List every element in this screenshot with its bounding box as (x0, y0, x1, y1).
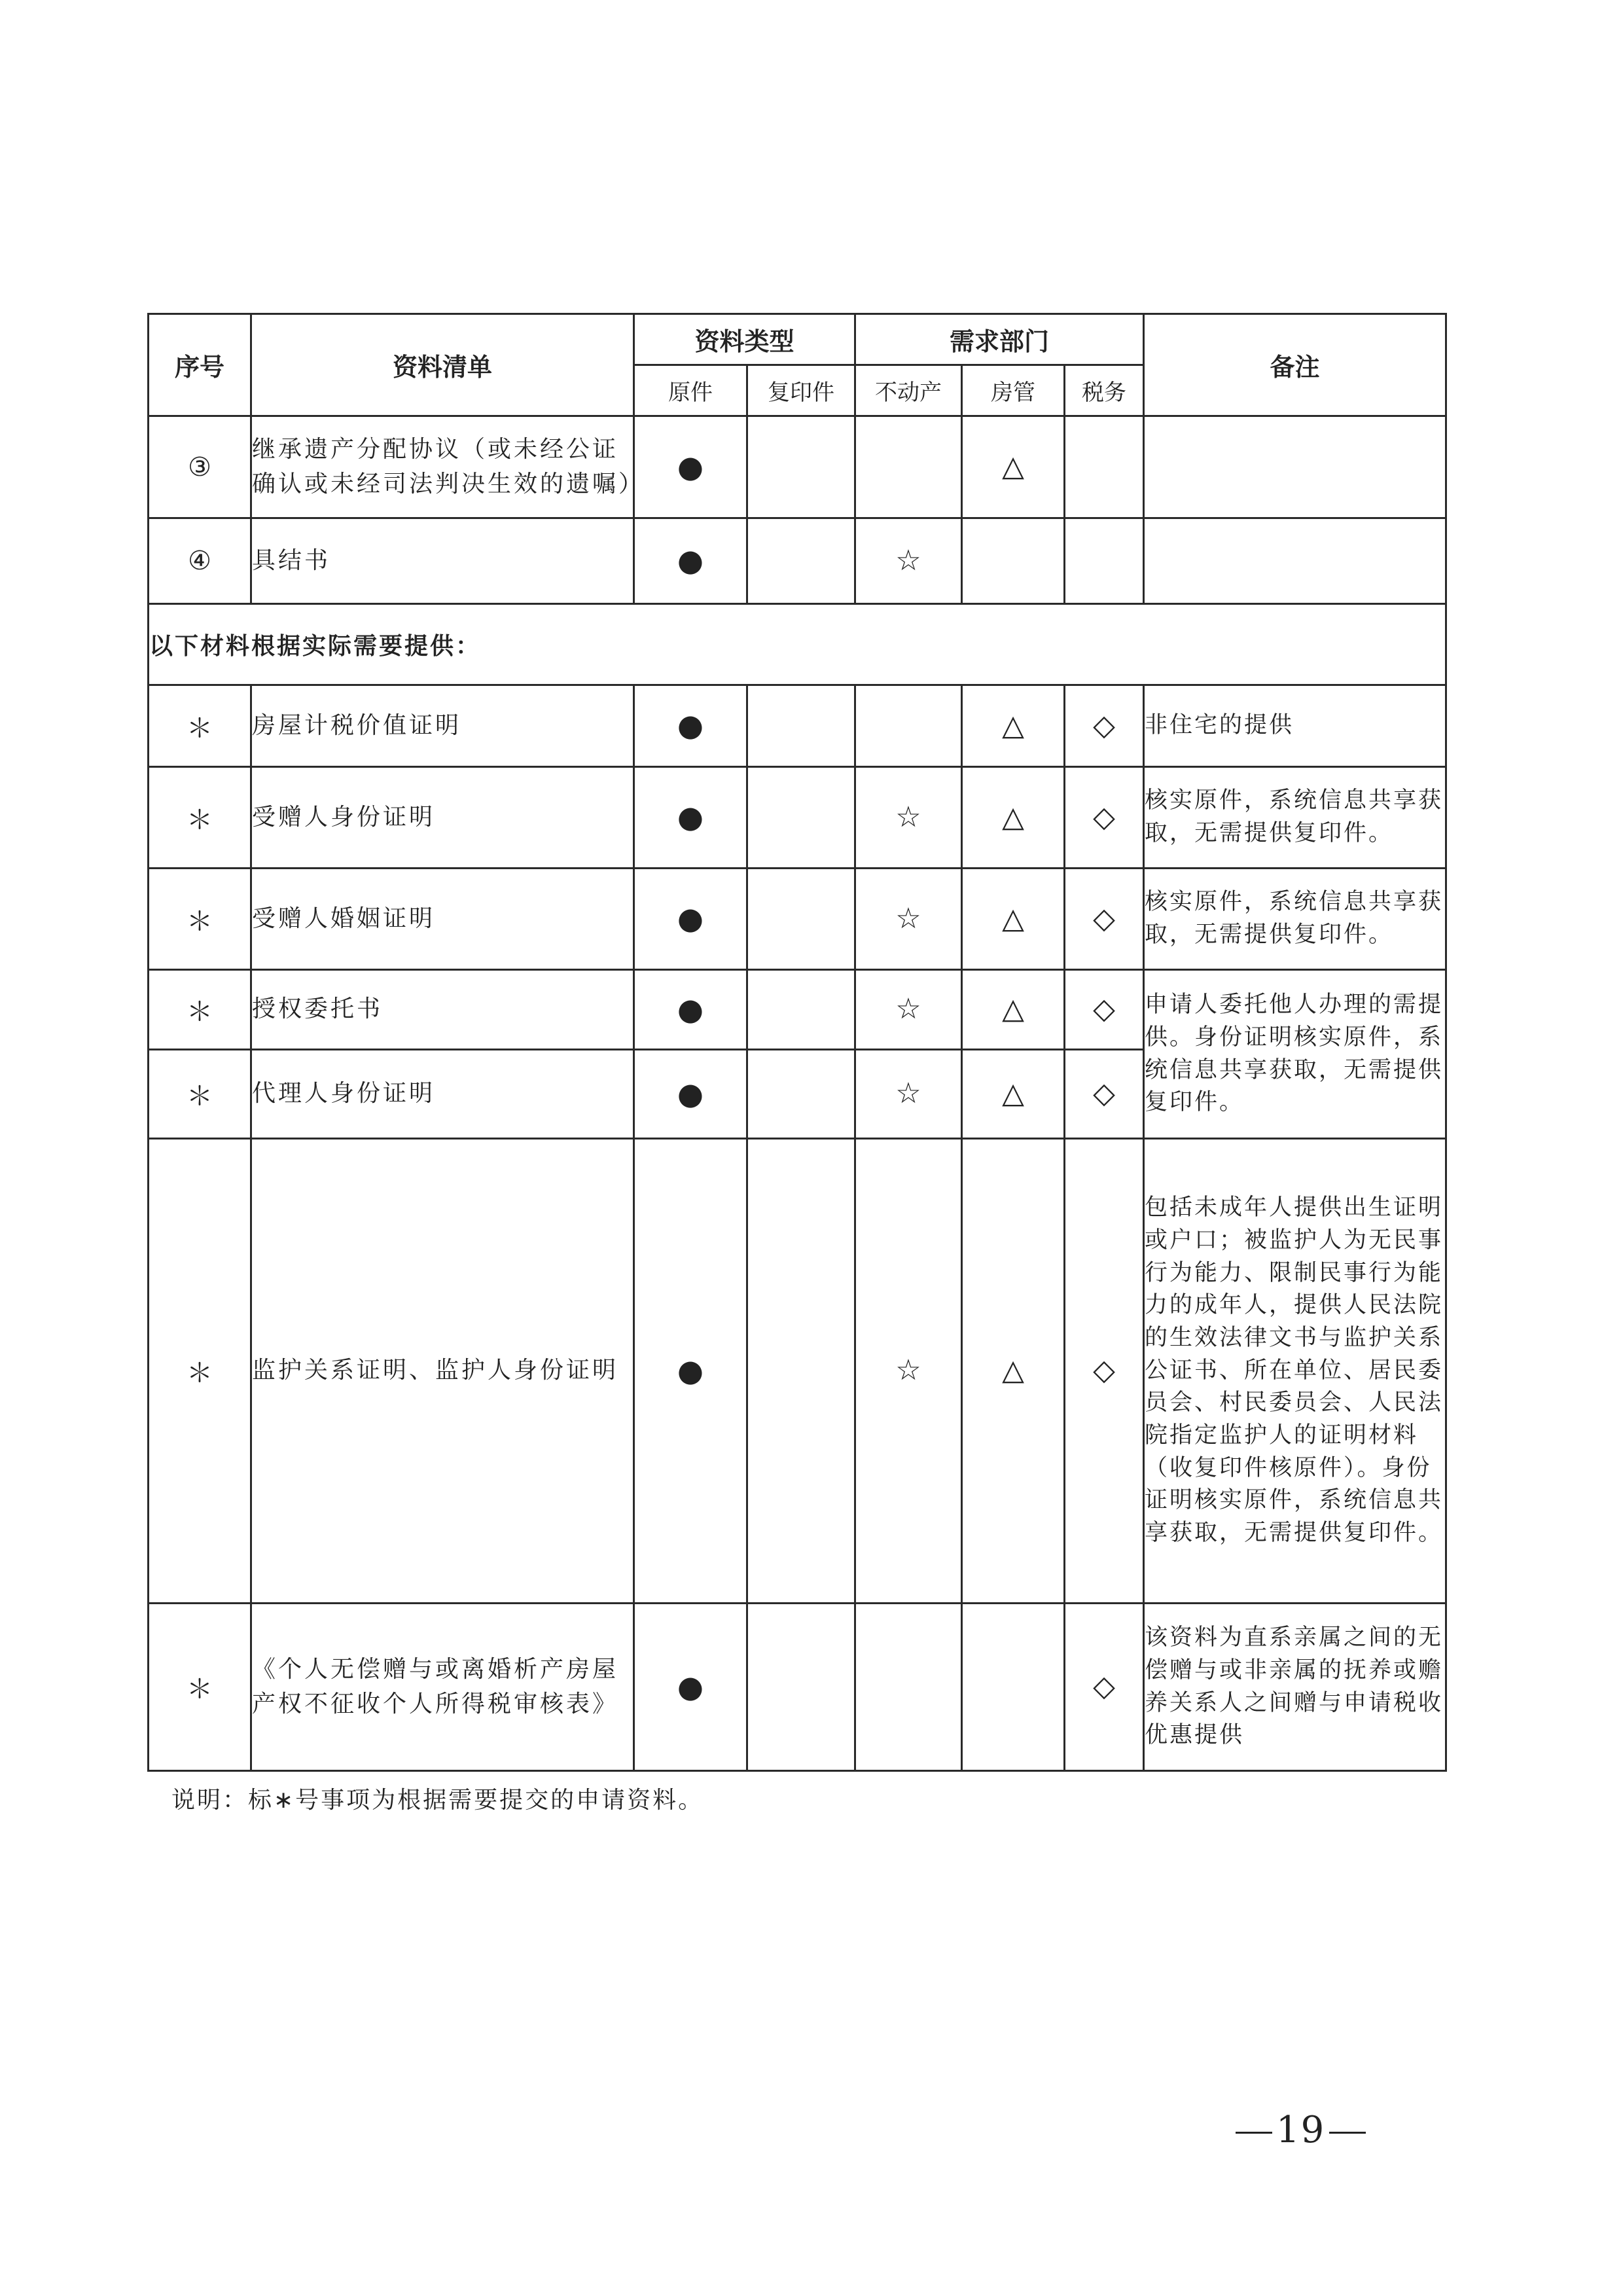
filled-circle-icon: ● (677, 799, 704, 834)
row-name: 受赠人身份证明 (251, 767, 634, 869)
row-seq: ＊ (149, 1050, 251, 1139)
diamond-icon: ◇ (1093, 1670, 1115, 1703)
header-housing: 房管 (962, 365, 1065, 416)
table-row (149, 518, 1446, 604)
row-name: 《个人无偿赠与或离婚析产房屋产权不征收个人所得税审核表》 (251, 1604, 634, 1771)
row-seq: ＊ (149, 685, 251, 767)
row-note: 核实原件，系统信息共享获取，无需提供复印件。 (1144, 767, 1446, 869)
header-original: 原件 (634, 365, 747, 416)
filled-circle-icon: ● (677, 1668, 704, 1704)
row-seq: ④ (149, 518, 251, 604)
triangle-icon: △ (1002, 800, 1024, 834)
filled-circle-icon: ● (677, 901, 704, 936)
row-seq: ＊ (149, 1139, 251, 1604)
diamond-icon: ◇ (1093, 800, 1115, 834)
table-row (149, 767, 1446, 869)
header-type: 资料类型 (634, 314, 855, 365)
filled-circle-icon: ● (677, 1075, 704, 1111)
table-row (149, 970, 1446, 1050)
filled-circle-icon: ● (677, 448, 704, 484)
row-note: 包括未成年人提供出生证明或户口；被监护人为无民事行为能力、限制民事行为能力的成年人，提供人民法院的生效法律文书与监护关系公证书、所在单位、居民委员会、村民委员会、人民法院指定监护人的证明材料（收复印件核原件）。身份证明核实原件，系统信息共享获取，无需提供复印件。 (1144, 1139, 1446, 1604)
filled-circle-icon: ● (677, 708, 704, 743)
star-icon: ☆ (895, 992, 921, 1026)
star-icon: ☆ (895, 543, 921, 577)
page-number-value: 19 (1276, 2109, 1326, 2151)
triangle-icon: △ (1002, 450, 1024, 483)
row-seq: ＊ (149, 1604, 251, 1771)
triangle-icon: △ (1002, 1354, 1024, 1387)
diamond-icon: ◇ (1093, 1354, 1115, 1387)
header-tax: 税务 (1065, 365, 1144, 416)
page-number (1232, 2109, 1370, 2151)
diamond-icon: ◇ (1093, 1077, 1115, 1110)
table-row (149, 1604, 1446, 1771)
header-dept: 需求部门 (855, 314, 1144, 365)
row-seq: ＊ (149, 970, 251, 1050)
diamond-icon: ◇ (1093, 901, 1115, 935)
triangle-icon: △ (1002, 708, 1024, 742)
table-row (149, 869, 1446, 970)
section-label: 以下材料根据实际需要提供： (149, 604, 1446, 685)
triangle-icon: △ (1002, 901, 1024, 935)
table-row (149, 416, 1446, 518)
row-note (1144, 518, 1446, 604)
row-note (1144, 416, 1446, 518)
materials-table (147, 313, 1447, 1772)
filled-circle-icon: ● (677, 991, 704, 1027)
row-name: 授权委托书 (251, 970, 634, 1050)
row-name: 具结书 (251, 518, 634, 604)
row-seq: ＊ (149, 767, 251, 869)
footnote: 说明：标∗号事项为根据需要提交的申请资料。 (171, 1787, 704, 1814)
diamond-icon: ◇ (1093, 708, 1115, 742)
filled-circle-icon: ● (677, 543, 704, 578)
filled-circle-icon: ● (677, 1352, 704, 1388)
triangle-icon: △ (1002, 1077, 1024, 1110)
header-copy: 复印件 (747, 365, 855, 416)
row-name: 继承遗产分配协议（或未经公证确认或未经司法判决生效的遗嘱） (251, 416, 634, 518)
table-row (149, 685, 1446, 767)
row-note: 核实原件，系统信息共享获取，无需提供复印件。 (1144, 869, 1446, 970)
header-note: 备注 (1144, 314, 1446, 416)
star-icon: ☆ (895, 901, 921, 935)
row-note: 非住宅的提供 (1144, 685, 1446, 767)
star-icon: ☆ (895, 1354, 921, 1387)
row-note: 该资料为直系亲属之间的无偿赠与或非亲属的抚养或赡养关系人之间赠与申请税收优惠提供 (1144, 1604, 1446, 1771)
row-name: 代理人身份证明 (251, 1050, 634, 1139)
header-list: 资料清单 (251, 314, 634, 416)
triangle-icon: △ (1002, 992, 1024, 1026)
star-icon: ☆ (895, 1077, 921, 1110)
header-realestate: 不动产 (855, 365, 962, 416)
row-name: 房屋计税价值证明 (251, 685, 634, 767)
dash-right (1329, 2132, 1366, 2134)
dash-left (1236, 2132, 1272, 2134)
table-row (149, 1139, 1446, 1604)
header-seq: 序号 (149, 314, 251, 416)
row-note: 申请人委托他人办理的需提供。身份证明核实原件，系统信息共享获取，无需提供复印件。 (1144, 970, 1446, 1139)
row-seq: ＊ (149, 869, 251, 970)
star-icon: ☆ (895, 800, 921, 834)
row-name: 受赠人婚姻证明 (251, 869, 634, 970)
diamond-icon: ◇ (1093, 992, 1115, 1026)
row-seq: ③ (149, 416, 251, 518)
row-name: 监护关系证明、监护人身份证明 (251, 1139, 634, 1604)
section-row (149, 604, 1446, 685)
